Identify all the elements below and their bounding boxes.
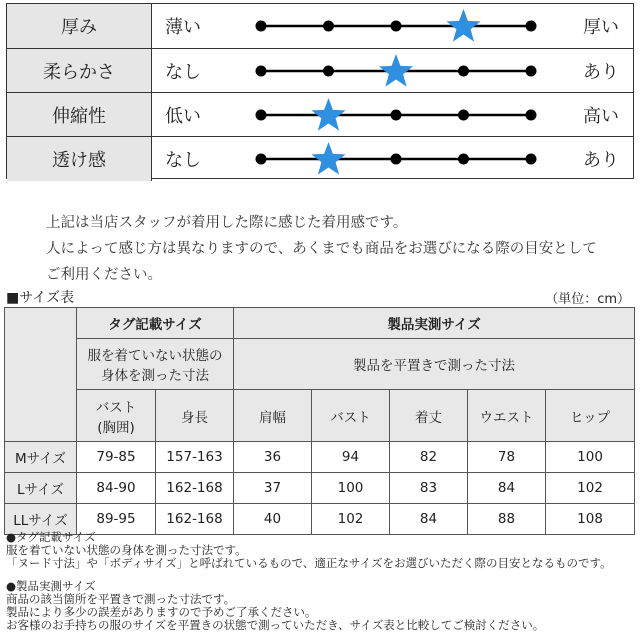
- footnote-title: ●タグ記載サイズ: [6, 530, 96, 544]
- scale-dot: [256, 21, 267, 32]
- col-header-waist: ウエスト: [468, 390, 546, 442]
- waist-cell: 88: [468, 504, 546, 535]
- feel-row-thickness: [7, 4, 633, 48]
- shoulder-cell: 40: [234, 504, 312, 535]
- footnote-title: ●製品実測サイズ: [6, 579, 96, 593]
- col-header-height: 身長: [156, 390, 234, 442]
- feel-left-word: 低い: [165, 106, 201, 127]
- note-line: 上記は当店スタッフが着用した際に感じた着用感です。: [46, 215, 408, 231]
- bust-tag-cell: 89-95: [77, 504, 156, 535]
- product-size-desc: 製品を平置きで測った寸法: [234, 339, 635, 390]
- product-size-header: 製品実測サイズ: [234, 308, 635, 339]
- scale-dot: [526, 66, 537, 77]
- footnote-line: 商品の該当箇所を平置きで測った寸法です。: [6, 592, 236, 606]
- feel-scale: [251, 93, 541, 137]
- col-header-shoulder: 肩幅: [234, 390, 312, 442]
- feel-left-word: なし: [165, 150, 201, 171]
- length-cell: 84: [390, 504, 468, 535]
- col-header-bust: バスト: [312, 390, 390, 442]
- feel-right-word: あり: [583, 62, 619, 83]
- size-name-cell: Lサイズ: [5, 473, 77, 504]
- table-row: [5, 504, 635, 535]
- size-table: [4, 307, 635, 535]
- footnote-line: 服を着ていない状態の身体を測った寸法です。: [6, 543, 247, 557]
- size-name-cell: Mサイズ: [5, 442, 77, 473]
- table-row: [5, 442, 635, 473]
- col-header-line: バスト: [95, 399, 137, 416]
- rating-star-icon: [311, 98, 345, 131]
- note-line: ご利用ください。: [46, 267, 162, 283]
- scale-dot: [391, 21, 402, 32]
- scale-svg: [251, 93, 541, 137]
- feel-label: 柔らかさ: [7, 49, 152, 93]
- col-header-bust-tag: [77, 390, 156, 442]
- hip-cell: 102: [546, 473, 635, 504]
- footnote-line: お客様のお手持ちの服のサイズを平置きの状態で測っていただき、サイズ表と比較してご検討ください。: [6, 618, 545, 632]
- height-cell: 162-168: [156, 504, 234, 535]
- bust-tag-cell: 84-90: [77, 473, 156, 504]
- length-cell: 82: [390, 442, 468, 473]
- bust-cell: 94: [312, 442, 390, 473]
- length-cell: 83: [390, 473, 468, 504]
- scale-dot: [256, 110, 267, 121]
- waist-cell: 84: [468, 473, 546, 504]
- bust-tag-cell: 79-85: [77, 442, 156, 473]
- scale-svg: [251, 137, 541, 181]
- rating-star-icon: [446, 9, 480, 42]
- shoulder-cell: 36: [234, 442, 312, 473]
- feel-right-word: 厚い: [583, 17, 619, 38]
- bust-cell: 100: [312, 473, 390, 504]
- bust-cell: 102: [312, 504, 390, 535]
- feel-label: 伸縮性: [7, 93, 152, 137]
- scale-dot: [323, 21, 334, 32]
- scale-dot: [256, 66, 267, 77]
- scale-dot: [323, 66, 334, 77]
- scale-dot: [526, 110, 537, 121]
- feel-scale: [251, 4, 541, 48]
- feel-left-word: なし: [165, 62, 201, 83]
- note-line: 人によって感じ方は異なりますので、あくまでも商品をお選びになる際の目安として: [46, 241, 597, 257]
- scale-dot: [256, 154, 267, 165]
- scale-dot: [526, 154, 537, 165]
- table-row: [5, 473, 635, 504]
- waist-cell: 78: [468, 442, 546, 473]
- tag-size-header: タグ記載サイズ: [77, 308, 234, 339]
- rating-star-icon: [379, 54, 413, 87]
- tag-size-desc: [77, 339, 234, 390]
- col-header-line: (胸囲): [97, 419, 135, 436]
- scale-svg: [251, 4, 541, 48]
- size-section-title: ■サイズ表: [6, 290, 75, 306]
- feel-left-word: 薄い: [165, 17, 201, 38]
- col-header-length: 着丈: [390, 390, 468, 442]
- scale-dot: [458, 154, 469, 165]
- size-name-cell: LLサイズ: [5, 504, 77, 535]
- scale-dot: [458, 66, 469, 77]
- scale-dot: [391, 110, 402, 121]
- corner-cell: [5, 308, 77, 442]
- shoulder-cell: 37: [234, 473, 312, 504]
- scale-dot: [526, 21, 537, 32]
- tag-desc-line: 服を着ていない状態の: [87, 348, 223, 364]
- hip-cell: 100: [546, 442, 635, 473]
- feel-row-softness: [7, 48, 633, 93]
- feel-row-stretch: [7, 92, 633, 137]
- feel-scale: [251, 49, 541, 93]
- scale-dot: [458, 110, 469, 121]
- scale-svg: [251, 49, 541, 93]
- feel-right-word: あり: [583, 150, 619, 171]
- footnote-line: 「ヌード寸法」や「ボディサイズ」と呼ばれているもので、適正なサイズをお選びいただく際の目安となるものです。: [6, 556, 612, 570]
- scale-dot: [391, 154, 402, 165]
- footnote-line: 製品により多少の誤差がありますので予めご了承ください。: [6, 605, 317, 619]
- feel-row-sheerness: [7, 136, 633, 181]
- feel-label: 厚み: [7, 4, 152, 48]
- height-cell: 162-168: [156, 473, 234, 504]
- rating-star-icon: [311, 142, 345, 175]
- height-cell: 157-163: [156, 442, 234, 473]
- tag-desc-line: 身体を測った寸法: [101, 368, 209, 384]
- feel-table: [6, 3, 634, 179]
- feel-label: 透け感: [7, 137, 152, 181]
- col-header-hip: ヒップ: [546, 390, 635, 442]
- unit-label: （単位：cm）: [545, 292, 630, 307]
- feel-scale: [251, 137, 541, 181]
- feel-right-word: 高い: [583, 106, 619, 127]
- hip-cell: 108: [546, 504, 635, 535]
